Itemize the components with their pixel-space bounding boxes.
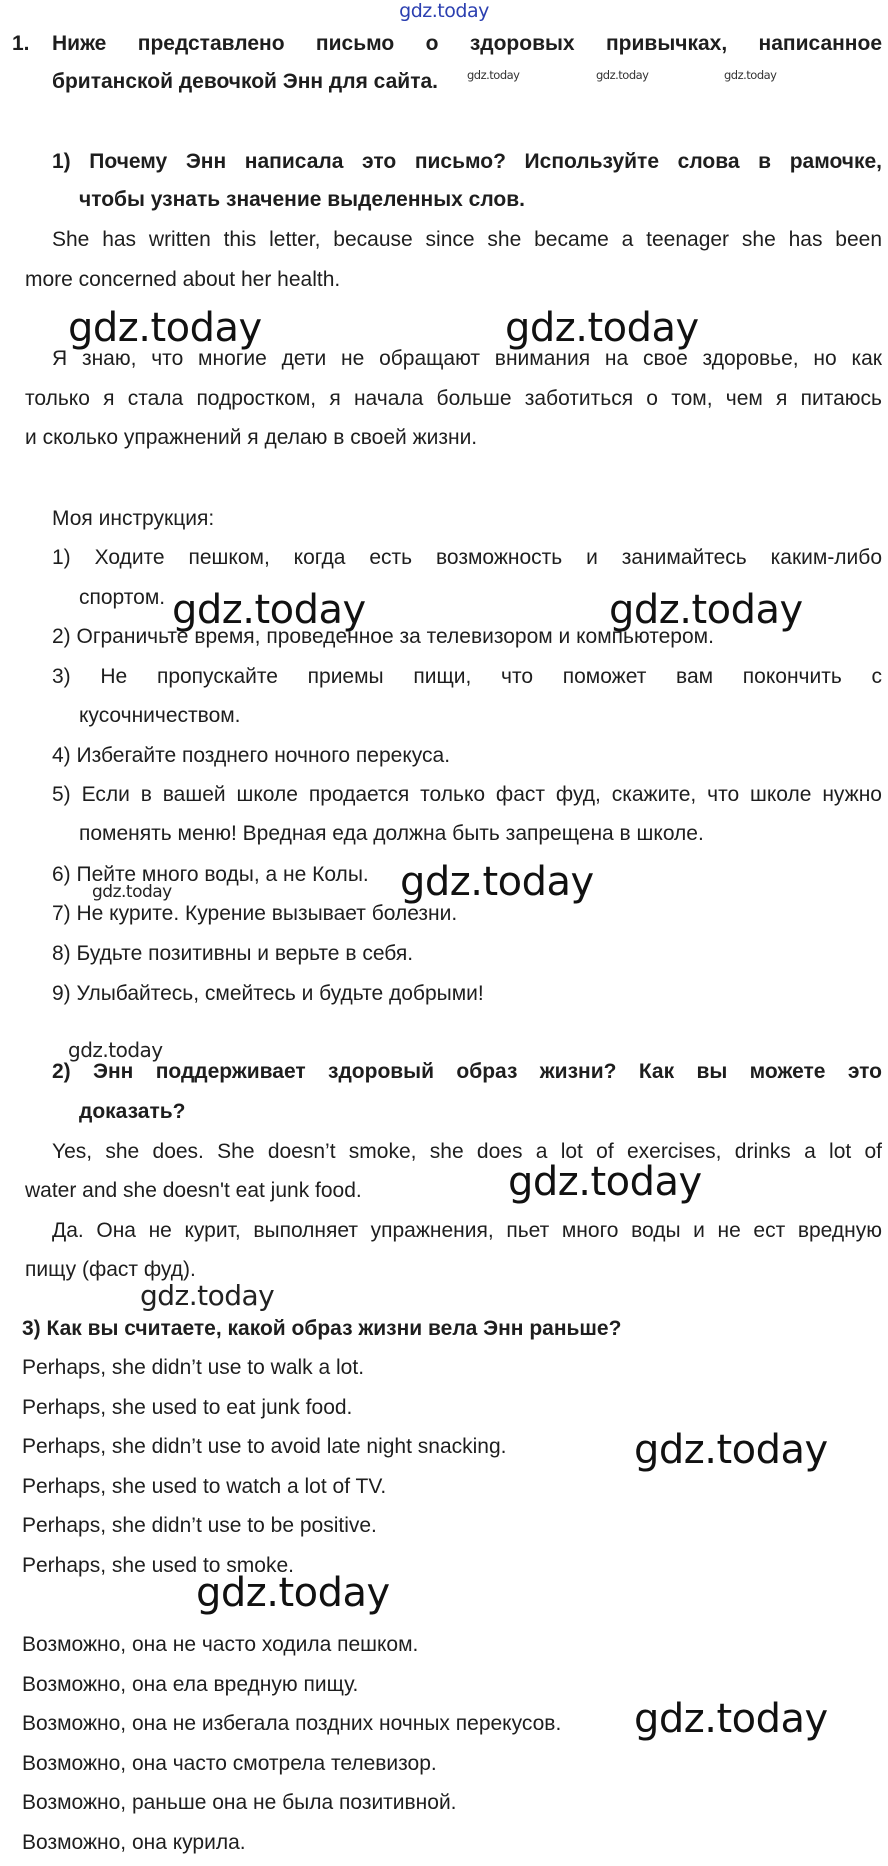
watermark: gdz.today (172, 587, 366, 633)
watermark-top: gdz.today (399, 0, 489, 22)
watermark: gdz.today (92, 882, 172, 902)
q1-answer-en-line1: She has written this letter, because since she became a teenager she has been (52, 228, 882, 251)
instruction-item-5-line2: поменять меню! Вредная еда должна быть запрещена в школе. (79, 822, 704, 845)
q3-answer-en: Perhaps, she didn’t use to walk a lot. (22, 1356, 365, 1379)
q3-answer-en: Perhaps, she used to eat junk food. (22, 1396, 353, 1419)
task-title-line1: Ниже представлено письмо о здоровых привычках, написанное (52, 32, 882, 55)
instruction-item-5-line1: 5) Если в вашей школе продается только фаст фуд, скажите, что школе нужно (52, 783, 882, 806)
watermark: gdz.today (634, 1427, 828, 1473)
instruction-item-1-line2: спортом. (79, 586, 166, 609)
watermark: gdz.today (196, 1570, 390, 1616)
q3-answer-ru: Возможно, она не часто ходила пешком. (22, 1633, 419, 1656)
q2-question-line1: 2) Энн поддерживает здоровый образ жизни? Как вы можете это (52, 1060, 882, 1083)
watermark: gdz.today (724, 68, 777, 82)
watermark: gdz.today (505, 305, 699, 351)
instruction-item-2: 2) Ограничьте время, проведенное за телевизором и компьютером. (52, 625, 714, 648)
q2-answer-en-line2: water and she doesn't eat junk food. (25, 1179, 362, 1202)
q1-question-line1: 1) Почему Энн написала это письмо? Используйте слова в рамочке, (52, 150, 882, 173)
instruction-item-1-line1: 1) Ходите пешком, когда есть возможность и занимайтесь каким-либо (52, 546, 882, 569)
watermark: gdz.today (467, 68, 520, 82)
q3-answer-ru: Возможно, она ела вредную пищу. (22, 1673, 359, 1696)
q2-answer-ru-line1: Да. Она не курит, выполняет упражнения, пьет много воды и не ест вредную (52, 1219, 882, 1242)
instruction-item-8: 8) Будьте позитивны и верьте в себя. (52, 942, 414, 965)
watermark: gdz.today (596, 68, 649, 82)
instructions-heading: Моя инструкция: (52, 507, 215, 530)
q1-question-line2: чтобы узнать значение выделенных слов. (79, 188, 525, 211)
watermark: gdz.today (68, 1038, 163, 1062)
instruction-item-3-line1: 3) Не пропускайте приемы пищи, что поможет вам покончить с (52, 665, 882, 688)
q3-answer-en: Perhaps, she used to watch a lot of TV. (22, 1475, 387, 1498)
instruction-item-3-line2: кусочничеством. (79, 704, 241, 727)
q3-answer-ru: Возможно, она часто смотрела телевизор. (22, 1752, 437, 1775)
q2-answer-en-line1: Yes, she does. She doesn’t smoke, she does a lot of exercises, drinks a lot of (52, 1140, 882, 1163)
instruction-item-7: 7) Не курите. Курение вызывает болезни. (52, 902, 458, 925)
q2-answer-ru-line2: пищу (фаст фуд). (25, 1258, 196, 1281)
watermark: gdz.today (400, 859, 594, 905)
q3-answer-en: Perhaps, she used to smoke. (22, 1554, 294, 1577)
q1-answer-ru-line3: и сколько упражнений я делаю в своей жизни. (25, 426, 478, 449)
instruction-item-4: 4) Избегайте позднего ночного перекуса. (52, 744, 451, 767)
watermark: gdz.today (634, 1696, 828, 1742)
q3-answer-ru: Возможно, она курила. (22, 1831, 246, 1854)
q3-answer-ru: Возможно, она не избегала поздних ночных перекусов. (22, 1712, 562, 1735)
watermark: gdz.today (68, 305, 262, 351)
task-title-line2: британской девочкой Энн для сайта. (52, 70, 439, 93)
q3-question: 3) Как вы считаете, какой образ жизни вела Энн раньше? (22, 1317, 622, 1340)
instruction-item-9: 9) Улыбайтесь, смейтесь и будьте добрыми! (52, 982, 484, 1005)
q3-answer-en: Perhaps, she didn’t use to avoid late night snacking. (22, 1435, 507, 1458)
q3-answer-ru: Возможно, раньше она не была позитивной. (22, 1791, 457, 1814)
watermark: gdz.today (140, 1279, 275, 1312)
q1-answer-en-line2: more concerned about her health. (25, 268, 341, 291)
watermark: gdz.today (609, 587, 803, 633)
q2-question-line2: доказать? (79, 1100, 186, 1123)
watermark: gdz.today (508, 1159, 702, 1205)
instruction-item-6: 6) Пейте много воды, а не Колы. (52, 863, 369, 886)
q1-answer-ru-line2: только я стала подростком, я начала больше заботиться о том, чем я питаюсь (25, 387, 882, 410)
q3-answer-en: Perhaps, she didn’t use to be positive. (22, 1514, 377, 1537)
q1-answer-ru-line1: Я знаю, что многие дети не обращают внимания на свое здоровье, но как (52, 347, 882, 370)
task-number: 1. (12, 32, 30, 55)
